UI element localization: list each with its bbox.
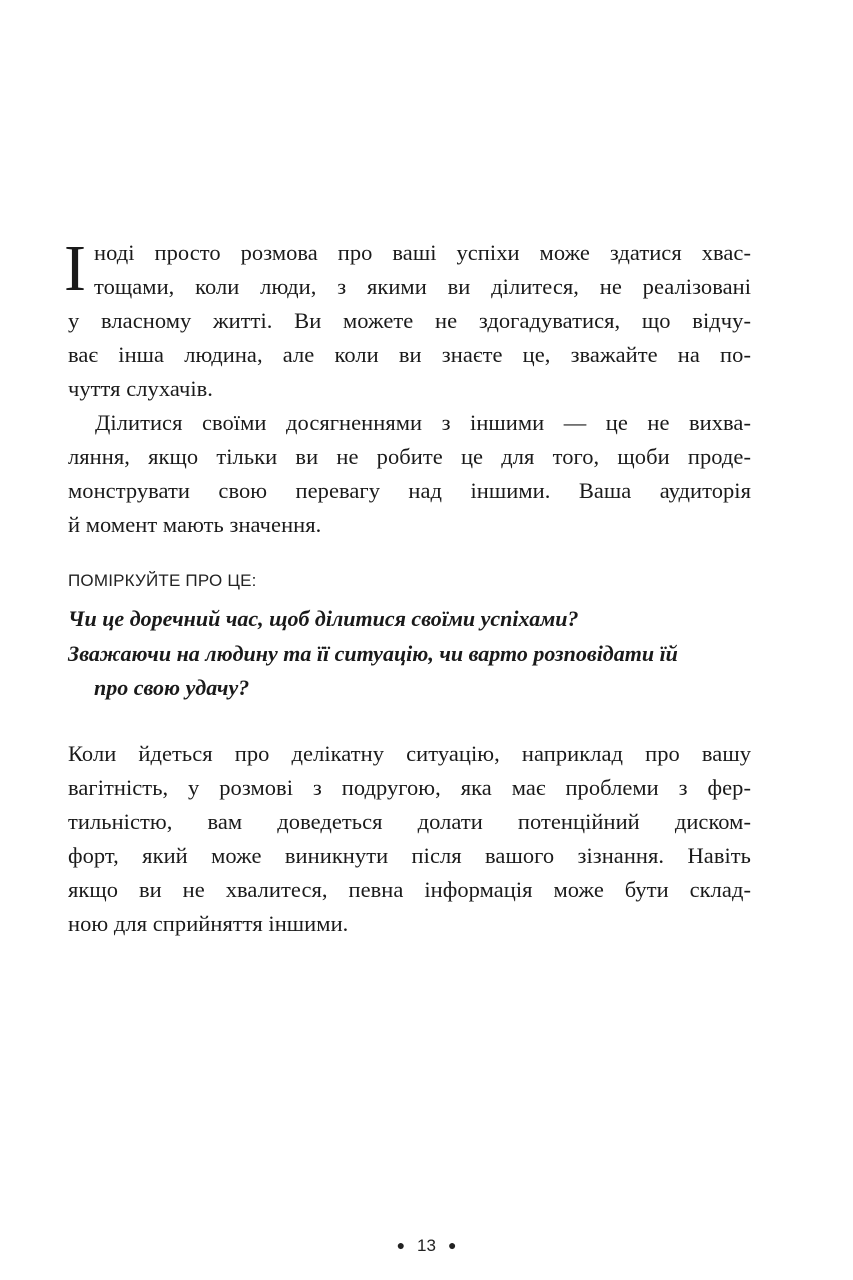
text-line: Коли йдеться про делікатну ситуацію, наприклад про вашу [68, 741, 751, 766]
question-2: Зважаючи на людину та її ситуацію, чи варто розповідати їй [68, 641, 678, 666]
bullet-icon: ● [396, 1237, 406, 1253]
text-line: якщо ви не хвалитеся, певна інформація може бути склад- [68, 877, 751, 902]
drop-cap: І [64, 232, 86, 305]
text-line: ноді просто розмова про ваші успіхи може здатися хвас- [94, 240, 751, 265]
text-line: Ділитися своїми досягненнями з іншими — це не вихва- [95, 410, 751, 435]
text-line: у власному житті. Ви можете не здогадуватися, що відчу- [68, 308, 751, 333]
page-number-value: 13 [417, 1236, 436, 1255]
reflect-heading: ПОМІРКУЙТЕ ПРО ЦЕ: [68, 571, 257, 590]
text-line: форт, який може виникнути після вашого зізнання. Навіть [68, 843, 751, 868]
text-line: ває інша людина, але коли ви знаєте це, зважайте на по- [68, 342, 751, 367]
text-line: чуття слухачів. [68, 376, 213, 401]
text-line: ляння, якщо тільки ви не робите це для того, щоби проде- [68, 444, 751, 469]
text-line: й момент мають значення. [68, 512, 322, 537]
text-line: тощами, коли люди, з якими ви ділитеся, не реалізовані [94, 274, 751, 299]
text-line: ною для сприйняття іншими. [68, 911, 349, 936]
text-line: вагітність, у розмові з подругою, яка має проблеми з фер- [68, 775, 751, 800]
question-1: Чи це доречний час, щоб ділитися своїми успіхами? [68, 606, 579, 631]
bullet-icon: ● [447, 1237, 457, 1253]
text-line: тильністю, вам доведеться долати потенційний диском- [68, 809, 751, 834]
page-number [0, 1236, 853, 1256]
question-2-continued: про свою удачу? [94, 675, 250, 700]
text-line: монструвати свою перевагу над іншими. Ваша аудиторія [68, 478, 751, 503]
